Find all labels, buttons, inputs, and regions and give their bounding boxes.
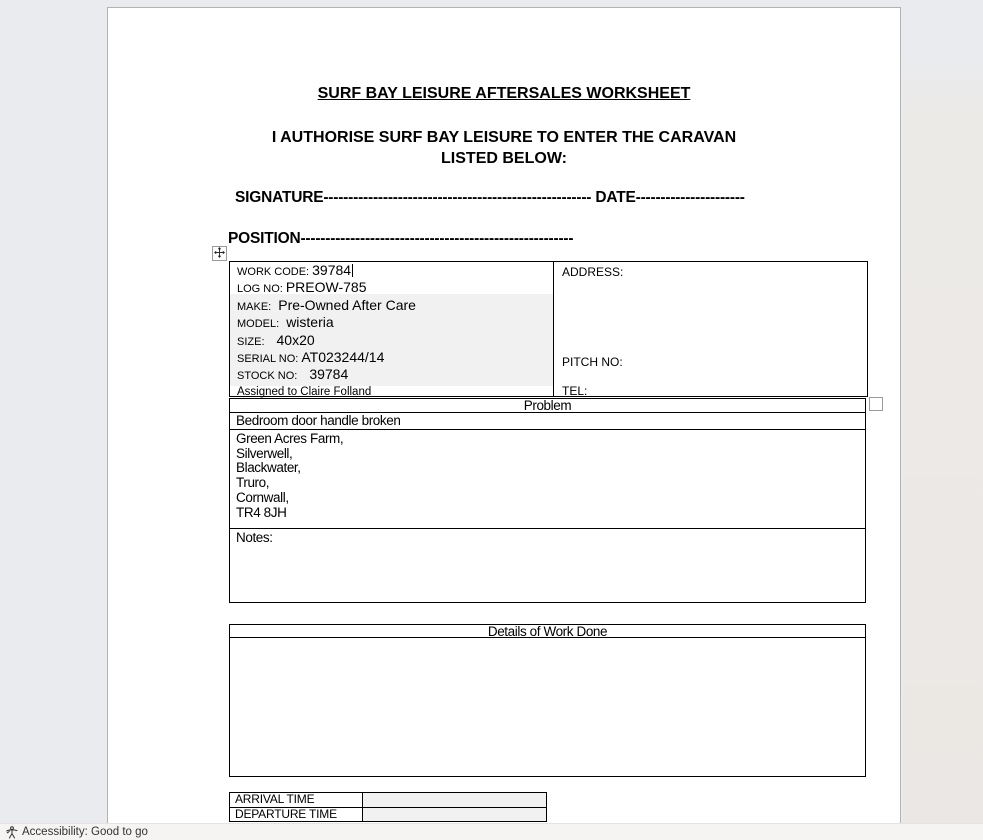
tel-label: TEL: (562, 384, 588, 398)
signature-date-line[interactable]: SIGNATURE------------------------------------------------------ DATE---------------------- (235, 189, 745, 206)
times-table (229, 792, 547, 822)
work-done-entry-area[interactable] (230, 638, 865, 776)
field-serial-no[interactable] (230, 350, 553, 367)
arrival-time-value-cell[interactable] (363, 793, 546, 807)
address-line: Truro, (236, 475, 270, 491)
accessibility-person-icon (6, 826, 18, 839)
problem-text[interactable]: Bedroom door handle broken (230, 413, 865, 430)
departure-time-label: DEPARTURE TIME (230, 808, 363, 821)
work-done-header: Details of Work Done (230, 625, 865, 638)
make-value[interactable]: Pre-Owned After Care (278, 296, 416, 313)
address-line: Blackwater, (236, 460, 301, 476)
address-line: Silverwell, (236, 445, 293, 461)
problem-table (229, 398, 866, 603)
table-move-handle[interactable] (212, 246, 227, 261)
address-line: Cornwall, (236, 489, 289, 505)
model-label: MODEL: (237, 318, 280, 331)
accessibility-status-text: Accessibility: Good to go (22, 826, 148, 838)
problem-header: Problem (230, 399, 865, 413)
departure-time-row (230, 807, 546, 821)
status-bar (0, 823, 983, 840)
arrival-time-label: ARRIVAL TIME (230, 793, 363, 807)
work-code-label: WORK CODE: (237, 266, 310, 278)
size-label: SIZE: (237, 335, 265, 348)
caravan-details-table (229, 261, 868, 397)
address-line: TR4 8JH (236, 504, 287, 520)
field-size[interactable] (230, 333, 553, 350)
field-stock-no[interactable] (230, 367, 553, 384)
problem-address-block[interactable] (230, 430, 865, 529)
field-log-no[interactable] (230, 280, 553, 297)
move-icon (214, 245, 225, 263)
accessibility-status-button[interactable] (6, 826, 148, 839)
text-cursor (352, 264, 353, 277)
scroll-margin-area (903, 0, 983, 823)
authorisation-line2: LISTED BELOW: (441, 150, 567, 167)
serial-no-value[interactable]: AT023244/14 (301, 349, 385, 366)
authorisation-statement (108, 127, 900, 169)
document-page (107, 7, 901, 823)
model-value[interactable]: wisteria (286, 314, 334, 331)
notes-label: Notes: (236, 530, 273, 545)
position-line[interactable]: POSITION------------------------------------------------------- (228, 230, 574, 247)
caravan-details-cell[interactable] (230, 262, 554, 396)
log-no-label: LOG NO: (237, 283, 283, 296)
authorisation-line1: I AUTHORISE SURF BAY LEISURE TO ENTER THE CARAVAN (271, 129, 737, 146)
address-label: ADDRESS: (562, 265, 624, 279)
field-work-code[interactable] (230, 263, 553, 280)
assigned-note[interactable]: Assigned to Claire Folland (237, 385, 372, 398)
table-resize-handle[interactable] (869, 397, 883, 411)
make-label: MAKE: (237, 300, 272, 313)
serial-no-label: SERIAL NO: (237, 353, 299, 366)
stock-no-value[interactable]: 39784 (309, 366, 349, 383)
stock-no-label: STOCK NO: (237, 370, 298, 383)
pitch-no-label: PITCH NO: (562, 355, 623, 369)
field-make[interactable] (230, 298, 553, 315)
work-done-table (229, 624, 866, 777)
document-title-text: SURF BAY LEISURE AFTERSALES WORKSHEET (317, 85, 691, 102)
size-value[interactable]: 40x20 (276, 331, 315, 348)
customer-address-cell[interactable] (554, 262, 867, 396)
document-title (108, 85, 900, 103)
log-no-value[interactable]: PREOW-785 (285, 279, 367, 296)
work-code-value[interactable]: 39784 (312, 262, 352, 278)
field-model[interactable] (230, 315, 553, 332)
address-line: Green Acres Farm, (236, 431, 344, 446)
arrival-time-row (230, 793, 546, 807)
departure-time-value-cell[interactable] (363, 808, 546, 821)
notes-cell[interactable] (230, 529, 865, 602)
